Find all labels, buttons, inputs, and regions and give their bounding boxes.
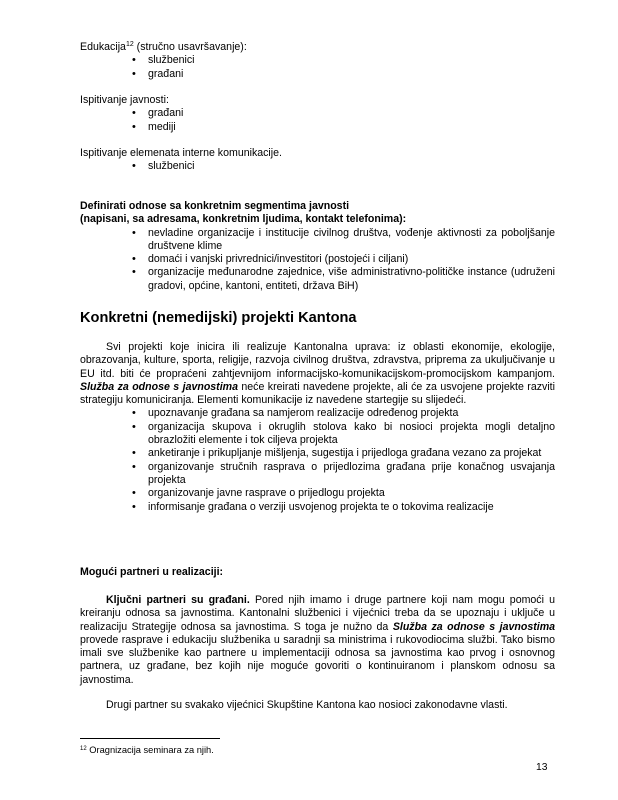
- segments-heading-line1: Definirati odnose sa konkretnim segmentima javnosti: [80, 200, 350, 212]
- list-item: • građani: [132, 107, 555, 120]
- partners-paragraph-2: [80, 699, 555, 712]
- list-item: • organizacije međunarodne zajednice, više administrativno-političke instance (udruženi gradovi, općine, kantoni, entiteti, država BiH): [132, 266, 555, 293]
- second-partner-text: Drugi partner su svakako vijećnici Skupštine Kantona kao nosioci zakonodavne vlasti.: [106, 699, 508, 711]
- list-item: • anketiranje i prikuplјanje mišlјenja, sugestija i prijedloga građana vezano za projekat: [132, 447, 555, 460]
- list-item: • službenici: [132, 54, 555, 67]
- partners-text-b: provede rasprave i edukaciju službenika u saradnji sa ministrima i rukovodiocima službi. Tako bismo imali sve službenike kao partnere u implementaciji odnosa sa javnostima kao prvog i osnovnog partnera, uz građane, bez kojih nije moguće govoriti o kontinuiranom i planskom odnosu sa javnostima.: [80, 633, 555, 686]
- projects-text-a: Svi projekti koje inicira ili realizuje Kantonalna uprava: iz oblasti ekonomije, ekologije, obrazovanja, kulture, sporta, religije, razvoja civilnog društva, zdravstva, priprema za ukulјučivanje u EU itd. biti će propraćeni zahtjevnijom informacijsko-komunikacijskom-promocijskom kampanjom.: [80, 341, 555, 380]
- section-public-survey: [80, 94, 555, 134]
- partners-heading: [80, 566, 555, 579]
- section-projects: [80, 341, 555, 514]
- partners-paragraph-1: [80, 594, 555, 687]
- list-item: • službenici: [132, 160, 555, 173]
- list-item: • informisanje građana o verziji usvojenog projekta te o tokovima realizacije: [132, 501, 555, 514]
- footnote-ref[interactable]: 12: [125, 41, 134, 48]
- projects-list: [80, 407, 555, 513]
- public-survey-list: [80, 107, 555, 134]
- list-item: • nevladine organizacije i institucije civilnog društva, vođenje aktivnosti za poboljšanje društvene klime: [132, 227, 555, 254]
- footnote-number: 12: [80, 746, 87, 752]
- section-internal-communication: [80, 147, 555, 174]
- footnote-divider: [80, 738, 220, 739]
- section-public-segments: [80, 200, 555, 293]
- footnote: [80, 744, 214, 756]
- list-item: • organizacija skupova i okruglih stolova kako bi nosioci projekta mogli detaljno obrazložiti elemente i tok cilјeva projekta: [132, 421, 555, 448]
- partners-heading-text: Mogući partneri u realizaciji:: [80, 566, 224, 578]
- list-item: • organizovanje javne rasprave o prijedlogu projekta: [132, 487, 555, 500]
- partners-service-name: Služba za odnose s javnostima: [392, 620, 556, 633]
- education-heading-text: Edukacija: [80, 41, 126, 53]
- education-heading: [80, 41, 555, 54]
- section-education: [80, 41, 555, 81]
- education-list: [80, 54, 555, 81]
- list-item: • upoznavanje građana sa namjerom realizacije određenog projekta: [132, 407, 555, 420]
- education-heading-suffix: (stručno usavršavanje):: [133, 41, 247, 53]
- partners-text-a: Pored njih imamo i druge partnere koji nam mogu pomoći u kreiranju odnosa sa javnostima. Kantonalni službenici i vijećnici treba da se upoznaju i uklјuče u realizaciju Strategije odnosa sa javnostima. S toga je nužno da: [80, 594, 556, 633]
- internal-communication-heading: Ispitivanje elemenata interne komunikacije.: [80, 147, 282, 159]
- projects-paragraph: [80, 341, 555, 407]
- public-survey-heading: Ispitivanje javnosti:: [80, 94, 169, 106]
- list-item: • građani: [132, 68, 555, 81]
- internal-communication-list: [80, 160, 555, 173]
- segments-heading-line2: (napisani, sa adresama, konkretnim ljudima, kontakt telefonima):: [80, 213, 407, 226]
- page-number: 13: [536, 762, 548, 773]
- key-partners-text: Ključni partneri su građani.: [106, 594, 250, 606]
- list-item: • domaći i vanjski privrednici/investitori (postojeći i ciljani): [132, 253, 555, 266]
- list-item: • mediji: [132, 121, 555, 134]
- projects-service-name: Služba za odnose s javnostima: [80, 380, 238, 393]
- footnote-text: Oragnizacija seminara za njih.: [89, 745, 214, 755]
- segments-list: [80, 227, 555, 293]
- projects-title: Konkretni (nemedijski) projekti Kantona: [80, 310, 357, 326]
- list-item: • organizovanje stručnih rasprava o prijedlozima građana prije konačnog usvajanja projekta: [132, 461, 555, 488]
- projects-text-c: neće kreirati navedene projekte, ali će za usvojene projekte razviti strategiju komuniciranja. Elementi komunikacije iz navedene startegije su slijedeći.: [80, 380, 555, 407]
